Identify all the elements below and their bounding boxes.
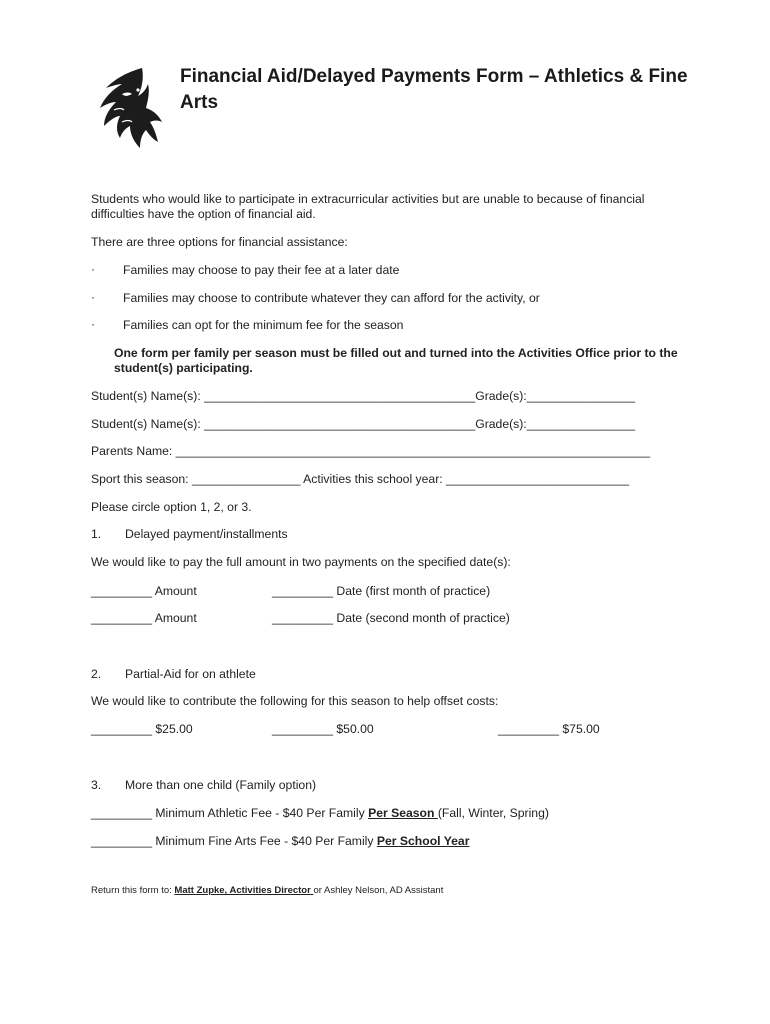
- student-name-field-2[interactable]: Student(s) Name(s): ________________________________________Grade(s):________________: [91, 417, 636, 431]
- ad-assistant-name: or Ashley Nelson, AD Assistant: [313, 885, 444, 896]
- option-3-number: 3.: [91, 778, 102, 792]
- intro-paragraph: Students who would like to participate in extracurricular activities but are unable to because of financial difficulties have the option of financial aid.: [91, 192, 645, 221]
- submission-notice: One form per family per season must be filled out and turned into the Activities Office prior to the student(s) participating.: [114, 346, 678, 375]
- bullet-dot: ·: [91, 262, 95, 276]
- fine-arts-fee-field[interactable]: [91, 834, 469, 849]
- date-field-1[interactable]: _________ Date (first month of practice): [272, 584, 491, 598]
- option-1-title: Delayed payment/installments: [125, 527, 288, 541]
- per-season-emphasis: Per Season: [368, 806, 438, 820]
- fine-arts-fee-label: _________ Minimum Fine Arts Fee - $40 Per Family: [91, 834, 377, 848]
- season-list: (Fall, Winter, Spring): [437, 806, 549, 820]
- option-2-title: Partial-Aid for on athlete: [125, 667, 256, 681]
- form-title: Financial Aid/Delayed Payments Form – Athletics & Fine Arts: [180, 66, 688, 113]
- eagle-logo-icon: [92, 64, 164, 154]
- amount-field-1[interactable]: _________ Amount: [91, 584, 197, 598]
- option-2-description: We would like to contribute the following for this season to help offset costs:: [91, 694, 499, 708]
- bullet-item: Families may choose to pay their fee at a later date: [123, 263, 400, 277]
- bullet-item: Families may choose to contribute whatever they can afford for the activity, or: [123, 291, 540, 305]
- contribution-75-field[interactable]: _________ $75.00: [498, 722, 600, 736]
- circle-option-instruction: Please circle option 1, 2, or 3.: [91, 500, 252, 514]
- amount-field-2[interactable]: _________ Amount: [91, 611, 197, 625]
- date-field-2[interactable]: _________ Date (second month of practice): [272, 611, 510, 625]
- option-1-number: 1.: [91, 527, 102, 541]
- contribution-50-field[interactable]: _________ $50.00: [272, 722, 374, 736]
- bullet-dot: ·: [91, 317, 95, 331]
- bullet-item: Families can opt for the minimum fee for the season: [123, 318, 404, 332]
- sport-activities-field[interactable]: Sport this season: ________________ Activities this school year: ___________________________: [91, 472, 630, 486]
- return-instructions: [91, 885, 443, 896]
- student-name-field-1[interactable]: Student(s) Name(s): ________________________________________Grade(s):________________: [91, 389, 636, 403]
- bullet-dot: ·: [91, 290, 95, 304]
- parents-name-field[interactable]: Parents Name: ______________________________________________________________________: [91, 444, 651, 458]
- athletic-fee-label: _________ Minimum Athletic Fee - $40 Per Family: [91, 806, 369, 820]
- option-2-number: 2.: [91, 667, 102, 681]
- athletic-fee-field[interactable]: [91, 806, 549, 821]
- contribution-25-field[interactable]: _________ $25.00: [91, 722, 193, 736]
- option-3-title: More than one child (Family option): [125, 778, 317, 792]
- options-heading: There are three options for financial assistance:: [91, 235, 348, 249]
- option-1-description: We would like to pay the full amount in two payments on the specified date(s):: [91, 555, 511, 569]
- per-school-year-emphasis: Per School Year: [376, 834, 470, 848]
- return-prefix: Return this form to:: [91, 885, 175, 896]
- activities-director-name: Matt Zupke, Activities Director: [174, 885, 314, 896]
